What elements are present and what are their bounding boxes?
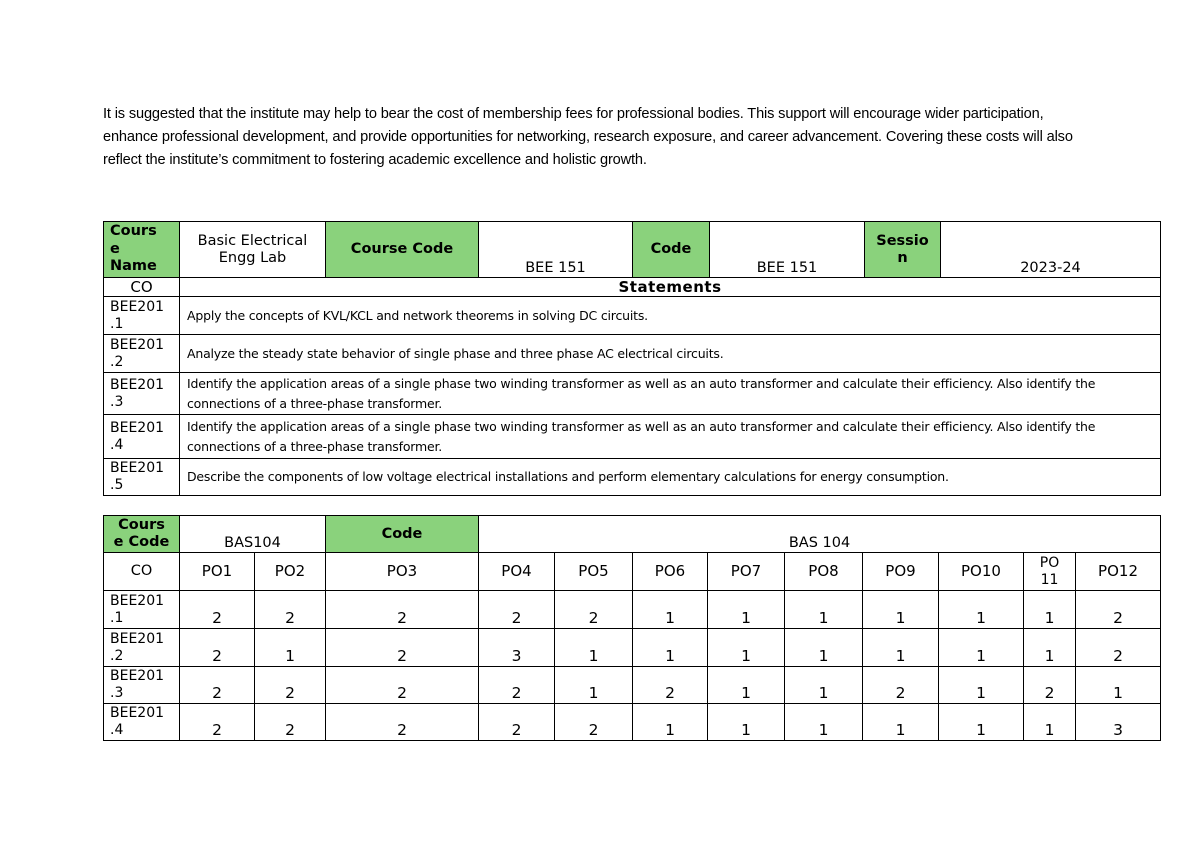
table-row — [104, 297, 1161, 335]
statement-cell: Describe the components of low voltage electrical installations and perform elementary calculations for energy consumption. — [180, 459, 1161, 496]
code-label: Code — [326, 516, 479, 553]
po-value-cell: 1 — [633, 629, 708, 667]
co-header: CO — [104, 278, 180, 297]
po-value-cell: 1 — [1024, 704, 1076, 741]
po-value-cell: 1 — [708, 704, 785, 741]
po-value-cell: 2 — [326, 629, 479, 667]
session-value: 2023-24 — [941, 222, 1161, 278]
po-value-cell: 1 — [708, 591, 785, 629]
po-value-cell: 1 — [255, 629, 326, 667]
co-cell: BEE201 .4 — [104, 704, 180, 741]
po-value-cell: 2 — [326, 591, 479, 629]
table-row — [104, 667, 1161, 704]
co-cell: BEE201 .1 — [104, 591, 180, 629]
po-value-cell: 1 — [633, 704, 708, 741]
course-code-label: Cours e Code — [104, 516, 180, 553]
po-header: PO9 — [863, 553, 939, 591]
code-label: Code — [633, 222, 710, 278]
po-value-cell: 2 — [255, 667, 326, 704]
co-cell: BEE201 .5 — [104, 459, 180, 496]
po-value-cell: 1 — [1076, 667, 1161, 704]
co-header: CO — [104, 553, 180, 591]
table-row — [104, 591, 1161, 629]
course-name-value: Basic Electrical Engg Lab — [180, 222, 326, 278]
course-code-value: BEE 151 — [479, 222, 633, 278]
po-value-cell: 2 — [633, 667, 708, 704]
table-row — [104, 415, 1161, 459]
statement-cell: Identify the application areas of a single phase two winding transformer as well as an auto transformer and calculate their efficiency. Also identify the connections of a three-phase transformer. — [180, 415, 1161, 459]
code-value: BEE 151 — [710, 222, 865, 278]
statements-header-row — [104, 278, 1161, 297]
statement-cell: Identify the application areas of a single phase two winding transformer as well as an auto transformer and calculate their efficiency. Also identify the connections of a three-phase transformer. — [180, 373, 1161, 415]
table-row — [104, 373, 1161, 415]
session-label: Sessio n — [865, 222, 941, 278]
po-value-cell: 2 — [180, 591, 255, 629]
po-value-cell: 1 — [863, 629, 939, 667]
po-value-cell: 2 — [479, 704, 555, 741]
course-code-value: BAS104 — [180, 516, 326, 553]
po-value-cell: 2 — [479, 591, 555, 629]
po-value-cell: 2 — [479, 667, 555, 704]
po-value-cell: 3 — [1076, 704, 1161, 741]
po-value-cell: 1 — [939, 667, 1024, 704]
po-value-cell: 2 — [180, 667, 255, 704]
co-cell: BEE201 .4 — [104, 415, 180, 459]
po-header: PO1 — [180, 553, 255, 591]
code-value: BAS 104 — [479, 516, 1161, 553]
po-value-cell: 1 — [785, 667, 863, 704]
po-value-cell: 1 — [785, 704, 863, 741]
co-cell: BEE201 .3 — [104, 667, 180, 704]
table-row — [104, 459, 1161, 496]
po-value-cell: 1 — [1024, 591, 1076, 629]
po-value-cell: 2 — [555, 704, 633, 741]
co-cell: BEE201 .2 — [104, 629, 180, 667]
po-value-cell: 2 — [1076, 629, 1161, 667]
po-header: PO8 — [785, 553, 863, 591]
po-value-cell: 1 — [939, 704, 1024, 741]
po-value-cell: 1 — [555, 629, 633, 667]
po-value-cell: 1 — [555, 667, 633, 704]
po-value-cell: 1 — [708, 629, 785, 667]
co-po-mapping-table — [103, 515, 1161, 741]
statements-header: Statements — [180, 278, 1161, 297]
statement-cell: Apply the concepts of KVL/KCL and network theorems in solving DC circuits. — [180, 297, 1161, 335]
po-value-cell: 1 — [633, 591, 708, 629]
course-info-row — [104, 222, 1161, 278]
po-value-cell: 1 — [939, 591, 1024, 629]
po-header: PO12 — [1076, 553, 1161, 591]
statement-cell: Analyze the steady state behavior of single phase and three phase AC electrical circuits. — [180, 335, 1161, 373]
po-header: PO6 — [633, 553, 708, 591]
po-value-cell: 2 — [555, 591, 633, 629]
po-value-cell: 2 — [1076, 591, 1161, 629]
membership-paragraph: It is suggested that the institute may help to bear the cost of membership fees for professional bodies. This support will encourage wider participation, enhance professional development, and provide opportunities for networking, research exposure, and career advancement. Covering these costs will also reflect the institute’s commitment to fostering academic excellence and holistic growth. — [103, 106, 1073, 168]
course-code-row — [104, 516, 1161, 553]
po-header: PO4 — [479, 553, 555, 591]
po-value-cell: 2 — [180, 704, 255, 741]
po-value-cell: 1 — [863, 704, 939, 741]
po-value-cell: 2 — [326, 667, 479, 704]
po-value-cell: 1 — [785, 629, 863, 667]
po-value-cell: 2 — [180, 629, 255, 667]
po-value-cell: 2 — [255, 704, 326, 741]
po-value-cell: 2 — [1024, 667, 1076, 704]
po-value-cell: 1 — [708, 667, 785, 704]
po-header: PO5 — [555, 553, 633, 591]
po-header: PO10 — [939, 553, 1024, 591]
course-name-label: Cours e Name — [104, 222, 180, 278]
po-value-cell: 1 — [939, 629, 1024, 667]
co-cell: BEE201 .3 — [104, 373, 180, 415]
po-header: PO 11 — [1024, 553, 1076, 591]
table-row — [104, 704, 1161, 741]
po-header: PO3 — [326, 553, 479, 591]
co-cell: BEE201 .2 — [104, 335, 180, 373]
table-row — [104, 629, 1161, 667]
po-header-row — [104, 553, 1161, 591]
table-row — [104, 335, 1161, 373]
po-header: PO2 — [255, 553, 326, 591]
co-cell: BEE201 .1 — [104, 297, 180, 335]
po-value-cell: 1 — [785, 591, 863, 629]
course-code-label: Course Code — [326, 222, 479, 278]
po-value-cell: 1 — [1024, 629, 1076, 667]
po-value-cell: 2 — [863, 667, 939, 704]
po-value-cell: 2 — [255, 591, 326, 629]
po-value-cell: 1 — [863, 591, 939, 629]
po-value-cell: 3 — [479, 629, 555, 667]
po-header: PO7 — [708, 553, 785, 591]
course-statements-table — [103, 221, 1161, 496]
po-value-cell: 2 — [326, 704, 479, 741]
